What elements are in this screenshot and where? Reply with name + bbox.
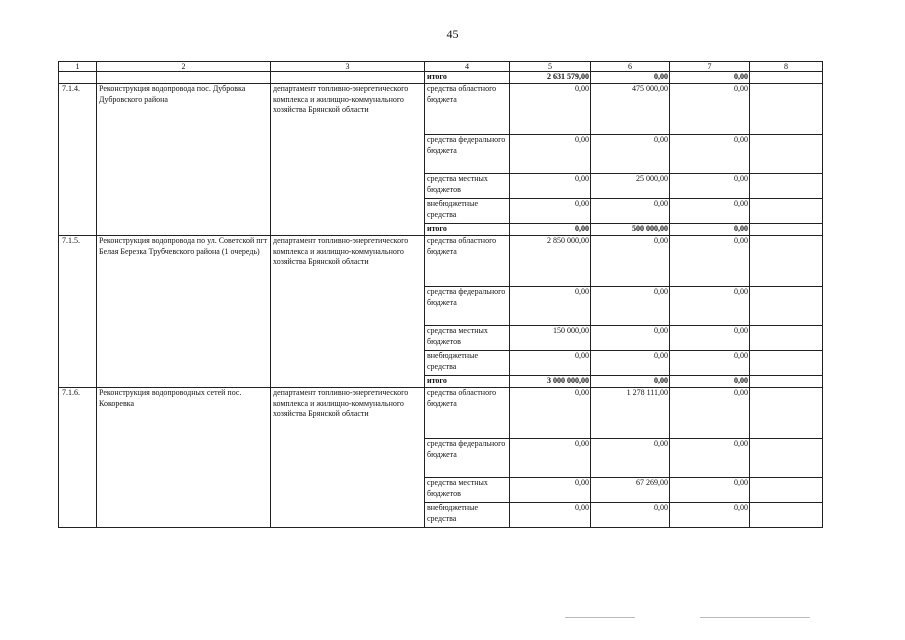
column-header: 5 xyxy=(510,62,591,72)
total-label: итого xyxy=(425,376,510,388)
funding-source-label: внебюджетные средства xyxy=(425,503,510,528)
empty-cell xyxy=(750,236,823,287)
empty-cell xyxy=(97,72,271,84)
amount-cell: 2 850 000,00 xyxy=(510,236,591,287)
column-header: 4 xyxy=(425,62,510,72)
amount-cell: 0,00 xyxy=(591,199,670,224)
amount-cell: 0,00 xyxy=(591,439,670,478)
amount-cell: 0,00 xyxy=(670,478,750,503)
amount-cell: 0,00 xyxy=(510,351,591,376)
funding-source-label: внебюджетные средства xyxy=(425,351,510,376)
source-row xyxy=(59,236,823,287)
amount-cell: 0,00 xyxy=(510,478,591,503)
empty-cell xyxy=(750,503,823,528)
column-header: 2 xyxy=(97,62,271,72)
amount-cell: 0,00 xyxy=(591,236,670,287)
column-header: 8 xyxy=(750,62,823,72)
amount-cell: 0,00 xyxy=(510,174,591,199)
amount-cell: 0,00 xyxy=(670,224,750,236)
project-name: Реконструкция водопроводных сетей пос. Кокоревка xyxy=(97,388,271,528)
amount-cell: 25 000,00 xyxy=(591,174,670,199)
funding-source-label: средства местных бюджетов xyxy=(425,478,510,503)
funding-source-label: внебюджетные средства xyxy=(425,199,510,224)
amount-cell: 0,00 xyxy=(510,503,591,528)
amount-cell: 67 269,00 xyxy=(591,478,670,503)
amount-cell: 0,00 xyxy=(510,388,591,439)
amount-cell: 0,00 xyxy=(670,376,750,388)
empty-cell xyxy=(750,72,823,84)
amount-cell: 0,00 xyxy=(670,174,750,199)
amount-cell: 0,00 xyxy=(510,224,591,236)
empty-cell xyxy=(750,135,823,174)
source-row xyxy=(59,388,823,439)
amount-cell: 0,00 xyxy=(670,287,750,326)
funding-table xyxy=(58,61,823,528)
page-number: 45 xyxy=(446,27,459,41)
empty-cell xyxy=(271,72,425,84)
funding-source-label: средства областного бюджета xyxy=(425,84,510,135)
empty-cell xyxy=(750,199,823,224)
amount-cell: 0,00 xyxy=(591,503,670,528)
funding-source-label: средства федерального бюджета xyxy=(425,287,510,326)
amount-cell: 0,00 xyxy=(670,351,750,376)
amount-cell: 0,00 xyxy=(670,236,750,287)
amount-cell: 0,00 xyxy=(591,72,670,84)
project-code: 7.1.4. xyxy=(59,84,97,236)
amount-cell: 0,00 xyxy=(510,199,591,224)
source-row xyxy=(59,84,823,135)
column-header-row xyxy=(59,62,823,72)
empty-cell xyxy=(59,72,97,84)
empty-cell xyxy=(750,174,823,199)
amount-cell: 0,00 xyxy=(670,199,750,224)
empty-cell xyxy=(750,287,823,326)
amount-cell: 500 000,00 xyxy=(591,224,670,236)
amount-cell: 0,00 xyxy=(510,135,591,174)
column-header: 7 xyxy=(670,62,750,72)
empty-cell xyxy=(750,376,823,388)
total-label: итого xyxy=(425,224,510,236)
project-name: Реконструкция водопровода пос. Дубровка Дубровского района xyxy=(97,84,271,236)
amount-cell: 3 000 000,00 xyxy=(510,376,591,388)
project-code: 7.1.5. xyxy=(59,236,97,388)
amount-cell: 0,00 xyxy=(510,84,591,135)
total-label: итого xyxy=(425,72,510,84)
empty-cell xyxy=(750,224,823,236)
empty-cell xyxy=(750,388,823,439)
amount-cell: 0,00 xyxy=(591,287,670,326)
responsible-agency: департамент топливно-энергетического комплекса и жилищно-коммунального хозяйства Брянской области xyxy=(271,388,425,528)
amount-cell: 0,00 xyxy=(510,287,591,326)
empty-cell xyxy=(750,84,823,135)
empty-cell xyxy=(750,478,823,503)
column-header: 3 xyxy=(271,62,425,72)
project-code: 7.1.6. xyxy=(59,388,97,528)
amount-cell: 2 631 579,00 xyxy=(510,72,591,84)
amount-cell: 0,00 xyxy=(510,439,591,478)
amount-cell: 1 278 111,00 xyxy=(591,388,670,439)
total-row xyxy=(59,72,823,84)
responsible-agency: департамент топливно-энергетического комплекса и жилищно-коммунального хозяйства Брянской области xyxy=(271,84,425,236)
column-header: 1 xyxy=(59,62,97,72)
amount-cell: 0,00 xyxy=(670,326,750,351)
funding-source-label: средства местных бюджетов xyxy=(425,174,510,199)
scan-artifact-line xyxy=(700,617,810,618)
empty-cell xyxy=(750,351,823,376)
amount-cell: 0,00 xyxy=(591,376,670,388)
project-name: Реконструкция водопровода по ул. Советской пгт Белая Березка Трубчевского района (1 очередь) xyxy=(97,236,271,388)
amount-cell: 0,00 xyxy=(670,503,750,528)
funding-source-label: средства федерального бюджета xyxy=(425,135,510,174)
responsible-agency: департамент топливно-энергетического комплекса и жилищно-коммунального хозяйства Брянской области xyxy=(271,236,425,388)
column-header: 6 xyxy=(591,62,670,72)
amount-cell: 0,00 xyxy=(670,72,750,84)
funding-source-label: средства местных бюджетов xyxy=(425,326,510,351)
amount-cell: 0,00 xyxy=(591,351,670,376)
empty-cell xyxy=(750,439,823,478)
amount-cell: 0,00 xyxy=(670,135,750,174)
amount-cell: 0,00 xyxy=(670,388,750,439)
funding-source-label: средства федерального бюджета xyxy=(425,439,510,478)
funding-source-label: средства областного бюджета xyxy=(425,236,510,287)
amount-cell: 0,00 xyxy=(670,439,750,478)
amount-cell: 475 000,00 xyxy=(591,84,670,135)
empty-cell xyxy=(750,326,823,351)
amount-cell: 0,00 xyxy=(591,135,670,174)
amount-cell: 150 000,00 xyxy=(510,326,591,351)
funding-source-label: средства областного бюджета xyxy=(425,388,510,439)
scan-artifact-line xyxy=(565,617,635,618)
amount-cell: 0,00 xyxy=(591,326,670,351)
amount-cell: 0,00 xyxy=(670,84,750,135)
